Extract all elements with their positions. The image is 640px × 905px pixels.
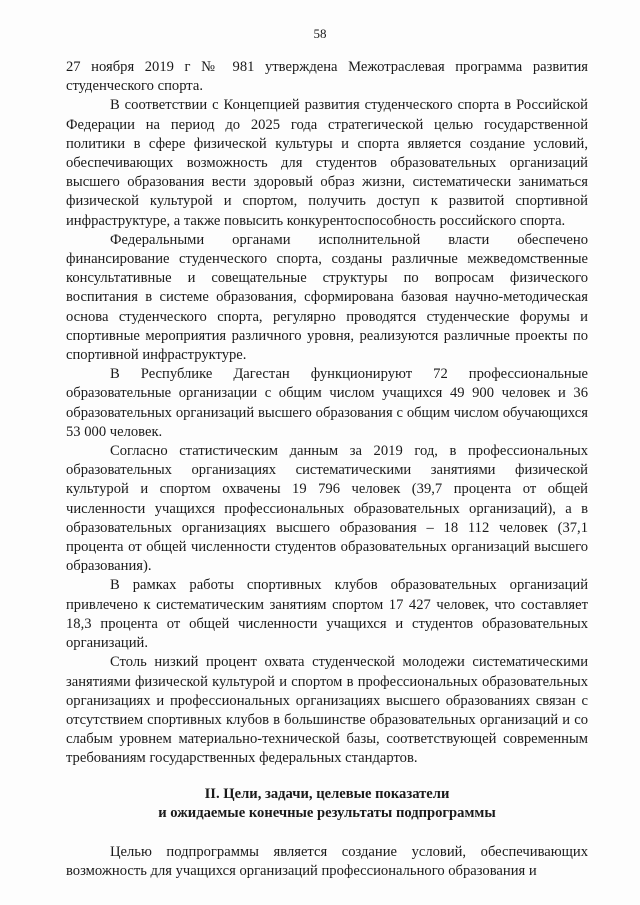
section-heading bbox=[66, 785, 588, 823]
paragraph-goal: Целью подпрограммы является создание условий, обеспечивающих возможность для учащихся организаций профессионального образования и bbox=[66, 843, 588, 880]
paragraph-statistics-2019: Согласно статистическим данным за 2019 год, в профессиональных образовательных организациях систематическими занятиями физической культурой и спортом охвачены 19 796 человек (39,7 процента от общей численности учащихся профессиональных образовательных организаций), а в образовательных организациях высшего образования – 18 112 человек (37,1 процента от общей численности студентов образовательных организаций высшего образования). bbox=[66, 443, 588, 575]
paragraph-concept: В соответствии с Концепцией развития студенческого спорта в Российской Федерации на период до 2025 года стратегической целью государственной политики в сфере физической культуры и спорта является создание условий, обеспечивающих возможность для студентов образовательных организаций высшего образования вести здоровый образ жизни, систематически заниматься физической культурой и спортом, получить доступ к развитой спортивной инфраструктуре, а также повысить конкурентоспособность российского спорта. bbox=[66, 97, 588, 229]
paragraph-program-approval: 27 ноября 2019 г № 981 утверждена Межотраслевая программа развития студенческого спорта. bbox=[66, 59, 588, 95]
page-number: 58 bbox=[313, 26, 327, 41]
section-heading-line-1: II. Цели, задачи, целевые показатели bbox=[204, 785, 450, 802]
paragraph-federal-bodies: Федеральными органами исполнительной власти обеспечено финансирование студенческого спорта, созданы различные межведомственные консультативные и совещательные структуры по вопросам физического воспитания в системе образования, сформирована базовая научно-методическая основа студенческого спорта, регулярно проводятся студенческие форумы и спортивные мероприятия различного уровня, реализуются различные проекты по спортивной инфраструктуре. bbox=[66, 231, 588, 364]
paragraph-dagestan-organizations: В Республике Дагестан функционируют 72 профессиональные образовательные организации с общим числом учащихся 49 900 человек и 36 образовательных организаций высшего образования с общим числом обучающихся 53 000 человек. bbox=[66, 366, 588, 440]
document-body bbox=[66, 58, 588, 881]
paragraph-low-coverage: Столь низкий процент охвата студенческой молодежи систематическими занятиями физической культурой и спортом в профессиональных образовательных организациях и профессиональных организациях высшего образованиях связан с отсутствием спортивных клубов в большинстве образовательных организаций и со слабым уровнем материально-технической базы, соответствующей современным требованиям государственных федеральных стандартов. bbox=[66, 654, 588, 767]
paragraph-sport-clubs: В рамках работы спортивных клубов образовательных организаций привлечено к систематическим занятиям спортом 17 427 человек, что составляет 18,3 процента от общей численности учащихся и студентов образовательных организаций. bbox=[66, 577, 588, 652]
section-heading-line-2: и ожидаемые конечные результаты подпрограммы bbox=[158, 804, 496, 821]
